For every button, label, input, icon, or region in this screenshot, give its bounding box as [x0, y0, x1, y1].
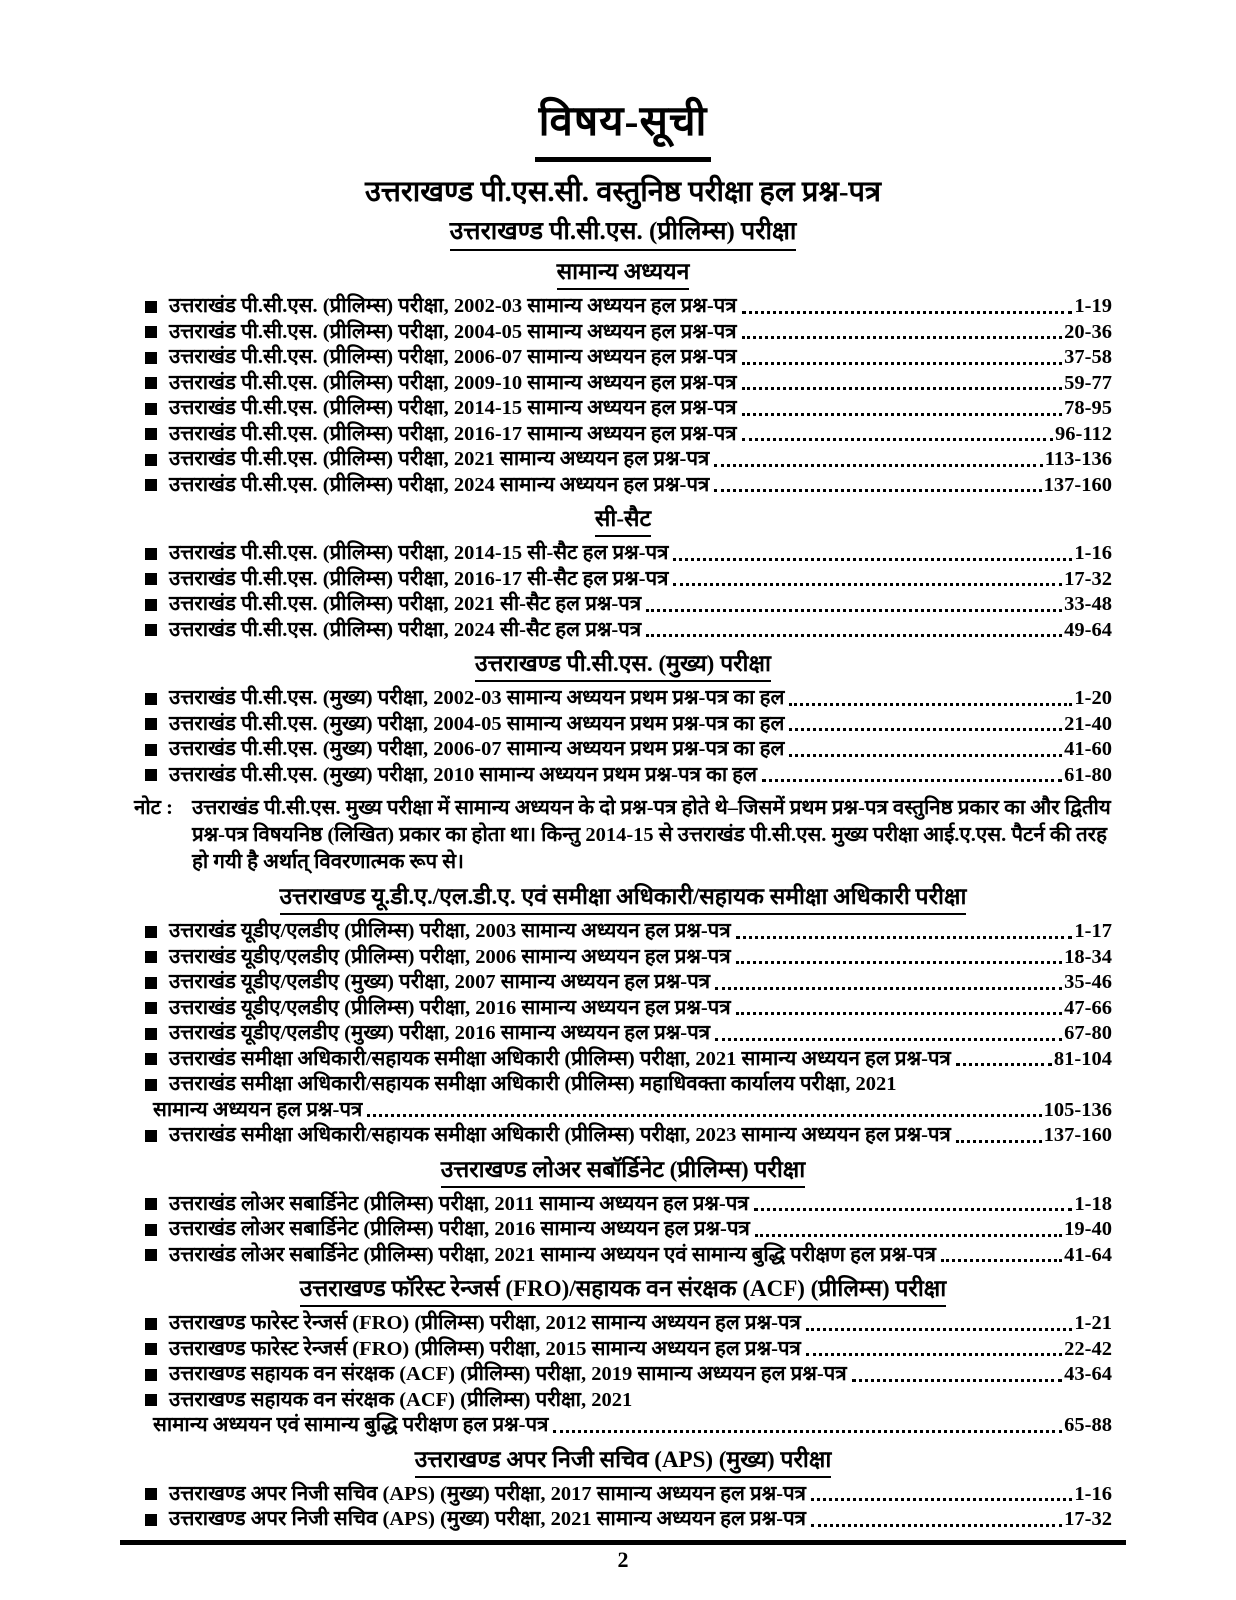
entry-pages: 1-20 — [1074, 687, 1112, 709]
entry-title: उत्तराखंड यूडीए/एलडीए (प्रीलिम्स) परीक्षा, 2006 सामान्य अध्ययन हल प्रश्न-पत्र — [169, 945, 731, 968]
exam-subtitle-wrap — [134, 217, 1112, 251]
entry-title: उत्तराखंड पी.सी.एस. (प्रीलिम्स) परीक्षा, 2002-03 सामान्य अध्ययन हल प्रश्न-पत्र — [169, 295, 737, 317]
dot-leader — [811, 1524, 1062, 1527]
dot-leader — [806, 1328, 1073, 1331]
dot-leader — [941, 1259, 1062, 1262]
entry-title: उत्तराखंड पी.सी.एस. (प्रीलिम्स) परीक्षा, 2021 सामान्य अध्ययन हल प्रश्न-पत्र — [169, 448, 710, 470]
dot-leader — [673, 558, 1072, 561]
bullet-square-icon — [145, 1130, 157, 1142]
entry-title: उत्तराखंड समीक्षा अधिकारी/सहायक समीक्षा अधिकारी (प्रीलिम्स) परीक्षा, 2023 सामान्य अध्ययन हल प्रश्न-पत्र — [169, 1124, 951, 1146]
entry-title: उत्तराखंड पी.सी.एस. (प्रीलिम्स) परीक्षा, 2021 सी-सैट हल प्रश्न-पत्र — [169, 593, 642, 615]
entry-pages: 137-160 — [1043, 1124, 1112, 1146]
entry-title: उत्तराखंड पी.सी.एस. (मुख्य) परीक्षा, 2004-05 सामान्य अध्ययन प्रथम प्रश्न-पत्र का हल — [169, 712, 785, 735]
entry-pages: 17-32 — [1064, 1508, 1112, 1530]
title-block — [134, 96, 1112, 162]
toc-entry — [134, 1311, 1112, 1337]
toc-entry — [134, 1507, 1112, 1533]
dot-leader — [736, 936, 1073, 939]
dot-leader — [754, 1208, 1073, 1211]
dot-leader — [789, 728, 1062, 731]
dot-leader — [956, 1140, 1042, 1143]
toc-section — [134, 257, 1112, 498]
dot-leader — [714, 464, 1043, 467]
entry-title: उत्तराखंड यूडीए/एलडीए (मुख्य) परीक्षा, 2016 सामान्य अध्ययन हल प्रश्न-पत्र — [169, 1022, 711, 1044]
entry-pages: 113-136 — [1044, 448, 1112, 470]
entry-pages: 1-16 — [1074, 542, 1112, 564]
dot-leader — [736, 1012, 1063, 1015]
dot-leader — [715, 1038, 1062, 1041]
section-heading-wrap — [134, 649, 1112, 682]
section-heading: उत्तराखण्ड यू.डी.ए./एल.डी.ए. एवं समीक्षा अधिकारी/सहायक समीक्षा अधिकारी परीक्षा — [280, 882, 967, 915]
entry-pages: 1-16 — [1074, 1482, 1112, 1505]
entry-pages: 37-58 — [1064, 346, 1112, 368]
entry-title: उत्तराखंड पी.सी.एस. (मुख्य) परीक्षा, 2002-03 सामान्य अध्ययन प्रथम प्रश्न-पत्र का हल — [169, 687, 785, 709]
toc-entry — [134, 345, 1112, 371]
toc-entry — [134, 396, 1112, 422]
entry-title: उत्तराखंड पी.सी.एस. (प्रीलिम्स) परीक्षा, 2024 सामान्य अध्ययन हल प्रश्न-पत्र — [169, 473, 710, 496]
bullet-square-icon — [145, 1028, 157, 1040]
entry-title: उत्तराखंड समीक्षा अधिकारी/सहायक समीक्षा अधिकारी (प्रीलिम्स) महाधिवक्ता कार्यालय परीक्षा, 2021 — [169, 1073, 897, 1095]
toc-entry — [134, 1482, 1112, 1508]
entry-title: उत्तराखंड लोअर सबार्डिनेट (प्रीलिम्स) परीक्षा, 2021 सामान्य अध्ययन एवं सामान्य बुद्धि परीक्षण हल प्रश्न-पत्र — [169, 1243, 936, 1266]
entry-pages: 67-80 — [1064, 1022, 1112, 1044]
dot-leader — [806, 1353, 1062, 1356]
dot-leader — [742, 387, 1063, 390]
entry-pages: 137-160 — [1043, 473, 1112, 496]
toc-entry — [134, 737, 1112, 763]
bullet-square-icon — [145, 573, 157, 585]
entry-pages: 81-104 — [1053, 1047, 1112, 1070]
bullet-square-icon — [145, 1079, 157, 1091]
entry-pages: 1-21 — [1074, 1312, 1112, 1334]
toc-entry — [134, 1021, 1112, 1047]
toc-entry — [134, 1362, 1112, 1388]
toc-entry — [134, 1123, 1112, 1149]
entry-title: उत्तराखंड पी.सी.एस. (मुख्य) परीक्षा, 2010 सामान्य अध्ययन प्रथम प्रश्न-पत्र का हल — [169, 763, 758, 786]
bullet-square-icon — [145, 1369, 157, 1381]
entry-pages: 78-95 — [1064, 397, 1112, 419]
entry-pages: 59-77 — [1064, 371, 1112, 394]
toc-entry — [134, 1217, 1112, 1243]
entry-pages: 17-32 — [1064, 567, 1112, 590]
entry-pages: 43-64 — [1064, 1363, 1112, 1385]
dot-leader — [646, 609, 1062, 612]
toc-entry — [134, 1192, 1112, 1218]
entry-pages: 41-64 — [1064, 1243, 1112, 1266]
entry-pages: 1-17 — [1074, 920, 1112, 942]
bullet-square-icon — [145, 428, 157, 440]
bullet-square-icon — [145, 1002, 157, 1014]
bullet-square-icon — [145, 744, 157, 756]
entry-pages: 65-88 — [1064, 1414, 1112, 1436]
toc-entry — [134, 712, 1112, 738]
book-subtitle: उत्तराखण्ड पी.एस.सी. वस्तुनिष्ठ परीक्षा हल प्रश्न-पत्र — [364, 176, 882, 208]
section-heading-wrap — [134, 882, 1112, 915]
section-heading-wrap — [134, 257, 1112, 290]
toc-entry — [134, 996, 1112, 1022]
entry-title: उत्तराखण्ड फारेस्ट रेन्जर्स (FRO) (प्रीलिम्स) परीक्षा, 2015 सामान्य अध्ययन हल प्रश्न-पत्र — [169, 1337, 801, 1360]
bullet-square-icon — [145, 1394, 157, 1406]
entry-title: उत्तराखण्ड अपर निजी सचिव (APS) (मुख्य) परीक्षा, 2017 सामान्य अध्ययन हल प्रश्न-पत्र — [169, 1482, 806, 1505]
toc-section — [134, 1445, 1112, 1533]
bullet-square-icon — [145, 548, 157, 560]
page-number: 2 — [617, 1546, 629, 1572]
bullet-square-icon — [145, 326, 157, 338]
dot-leader — [553, 1430, 1062, 1433]
entry-pages: 18-34 — [1064, 945, 1112, 968]
entry-pages: 61-80 — [1064, 763, 1112, 786]
section-heading: उत्तराखण्ड पी.सी.एस. (मुख्य) परीक्षा — [475, 649, 771, 682]
entry-pages: 35-46 — [1064, 971, 1112, 993]
dot-leader — [714, 489, 1041, 492]
bullet-square-icon — [145, 1224, 157, 1236]
toc-entry — [134, 1072, 1112, 1098]
toc-entry — [134, 1388, 1112, 1414]
bullet-square-icon — [145, 377, 157, 389]
bullet-square-icon — [145, 1249, 157, 1261]
toc-section — [134, 1274, 1112, 1439]
entry-title: सामान्य अध्ययन एवं सामान्य बुद्धि परीक्षण हल प्रश्न-पत्र — [153, 1414, 549, 1436]
entry-pages: 33-48 — [1064, 593, 1112, 615]
dot-leader — [811, 1498, 1072, 1501]
toc-entry — [134, 1337, 1112, 1363]
bullet-square-icon — [145, 1198, 157, 1210]
toc-entry — [134, 422, 1112, 448]
bullet-square-icon — [145, 454, 157, 466]
page-title: विषय-सूची — [535, 96, 712, 162]
entry-title: उत्तराखंड पी.सी.एस. (प्रीलिम्स) परीक्षा, 2009-10 सामान्य अध्ययन हल प्रश्न-पत्र — [169, 371, 737, 394]
toc-entry — [134, 1243, 1112, 1269]
dot-leader — [742, 336, 1063, 339]
entry-title: उत्तराखंड पी.सी.एस. (प्रीलिम्स) परीक्षा, 2006-07 सामान्य अध्ययन हल प्रश्न-पत्र — [169, 346, 737, 368]
entry-title: उत्तराखंड यूडीए/एलडीए (प्रीलिम्स) परीक्षा, 2003 सामान्य अध्ययन हल प्रश्न-पत्र — [169, 920, 731, 942]
toc-section — [134, 882, 1112, 1149]
entry-title: उत्तराखंड पी.सी.एस. (मुख्य) परीक्षा, 2006-07 सामान्य अध्ययन प्रथम प्रश्न-पत्र का हल — [169, 738, 785, 760]
note-label: नोट : — [134, 797, 173, 819]
section-heading-wrap — [134, 504, 1112, 537]
toc-section — [134, 649, 1112, 788]
dot-leader — [367, 1114, 1041, 1117]
toc-entry — [134, 618, 1112, 644]
toc-sections — [134, 257, 1112, 1533]
entry-pages: 49-64 — [1064, 618, 1112, 641]
toc-entry — [134, 1098, 1112, 1124]
bullet-square-icon — [145, 1053, 157, 1065]
entry-title: उत्तराखंड लोअर सबार्डिनेट (प्रीलिम्स) परीक्षा, 2016 सामान्य अध्ययन हल प्रश्न-पत्र — [169, 1218, 750, 1240]
dot-leader — [742, 413, 1063, 416]
bullet-square-icon — [145, 951, 157, 963]
dot-leader — [736, 961, 1063, 964]
dot-leader — [755, 1234, 1062, 1237]
section-heading: उत्तराखण्ड अपर निजी सचिव (APS) (मुख्य) परीक्षा — [415, 1445, 832, 1478]
bullet-square-icon — [145, 769, 157, 781]
toc-entry — [134, 541, 1112, 567]
entry-title: उत्तराखण्ड सहायक वन संरक्षक (ACF) (प्रीलिम्स) परीक्षा, 2019 सामान्य अध्ययन हल प्रश्न-पत्र — [169, 1363, 847, 1385]
entry-title: उत्तराखंड पी.सी.एस. (प्रीलिम्स) परीक्षा, 2004-05 सामान्य अध्ययन हल प्रश्न-पत्र — [169, 320, 737, 343]
entry-title: उत्तराखंड यूडीए/एलडीए (प्रीलिम्स) परीक्षा, 2016 सामान्य अध्ययन हल प्रश्न-पत्र — [169, 996, 731, 1019]
dot-leader — [852, 1379, 1063, 1382]
entry-title: उत्तराखण्ड सहायक वन संरक्षक (ACF) (प्रीलिम्स) परीक्षा, 2021 — [169, 1388, 633, 1411]
entry-title: उत्तराखंड समीक्षा अधिकारी/सहायक समीक्षा अधिकारी (प्रीलिम्स) परीक्षा, 2021 सामान्य अध्ययन हल प्रश्न-पत्र — [169, 1047, 951, 1070]
section-heading: सी-सैट — [595, 504, 651, 537]
entry-title: उत्तराखंड पी.सी.एस. (प्रीलिम्स) परीक्षा, 2014-15 सामान्य अध्ययन हल प्रश्न-पत्र — [169, 397, 737, 419]
section-heading-wrap — [134, 1445, 1112, 1478]
entry-pages: 20-36 — [1064, 320, 1112, 343]
dot-leader — [789, 703, 1072, 706]
dot-leader — [742, 311, 1073, 314]
toc-entry — [134, 473, 1112, 499]
entry-pages: 1-19 — [1074, 295, 1112, 317]
bullet-square-icon — [145, 1514, 157, 1526]
toc-entry — [134, 371, 1112, 397]
bullet-square-icon — [145, 624, 157, 636]
bullet-square-icon — [145, 599, 157, 611]
dot-leader — [673, 583, 1062, 586]
bullet-square-icon — [145, 977, 157, 989]
toc-entry — [134, 1413, 1112, 1439]
dot-leader — [742, 438, 1053, 441]
note-block — [134, 795, 1112, 876]
toc-entry — [134, 686, 1112, 712]
section-heading-wrap — [134, 1274, 1112, 1307]
exam-subtitle: उत्तराखण्ड पी.सी.एस. (प्रीलिम्स) परीक्षा — [450, 217, 797, 251]
section-heading: सामान्य अध्ययन — [557, 257, 690, 290]
entry-pages: 1-18 — [1074, 1192, 1112, 1215]
dot-leader — [762, 779, 1062, 782]
toc-entry — [134, 970, 1112, 996]
toc-entry — [134, 592, 1112, 618]
bullet-square-icon — [145, 1318, 157, 1330]
note-text: उत्तराखंड पी.सी.एस. मुख्य परीक्षा में सामान्य अध्ययन के दो प्रश्न-पत्र होते थे–जिसमें प्रथम प्रश्न-पत्र वस्तुनिष्ठ प्रकार का और द्वितीय प्रश्न-पत्र विषयनिष्ठ (लिखित) प्रकार का होता था। किन्तु 2014-15 से उत्तराखंड पी.सी.एस. मुख्य परीक्षा आई.ए.एस. पैटर्न की तरह हो गयी है अर्थात् विवरणात्मक रूप से। — [192, 797, 1111, 873]
entry-pages: 41-60 — [1064, 738, 1112, 760]
entry-pages: 105-136 — [1043, 1098, 1112, 1121]
entry-title: सामान्य अध्ययन हल प्रश्न-पत्र — [153, 1098, 363, 1121]
entry-title: उत्तराखंड पी.सी.एस. (प्रीलिम्स) परीक्षा, 2024 सी-सैट हल प्रश्न-पत्र — [169, 618, 642, 641]
entry-pages: 21-40 — [1064, 712, 1112, 735]
toc-section — [134, 504, 1112, 643]
entry-pages: 22-42 — [1064, 1337, 1112, 1360]
dot-leader — [956, 1063, 1052, 1066]
bullet-square-icon — [145, 403, 157, 415]
entry-title: उत्तराखंड पी.सी.एस. (प्रीलिम्स) परीक्षा, 2016-17 सी-सैट हल प्रश्न-पत्र — [169, 567, 669, 590]
entry-title: उत्तराखण्ड अपर निजी सचिव (APS) (मुख्य) परीक्षा, 2021 सामान्य अध्ययन हल प्रश्न-पत्र — [169, 1508, 806, 1530]
entry-pages: 96-112 — [1055, 422, 1112, 445]
bullet-square-icon — [145, 352, 157, 364]
dot-leader — [646, 634, 1062, 637]
toc-section — [134, 1155, 1112, 1269]
bullet-square-icon — [145, 479, 157, 491]
bullet-square-icon — [145, 1488, 157, 1500]
bullet-square-icon — [145, 718, 157, 730]
bullet-square-icon — [145, 301, 157, 313]
bullet-square-icon — [145, 1343, 157, 1355]
entry-title: उत्तराखंड पी.सी.एस. (प्रीलिम्स) परीक्षा, 2014-15 सी-सैट हल प्रश्न-पत्र — [169, 542, 669, 564]
dot-leader — [789, 754, 1062, 757]
entry-title: उत्तराखंड यूडीए/एलडीए (मुख्य) परीक्षा, 2007 सामान्य अध्ययन हल प्रश्न-पत्र — [169, 971, 711, 993]
toc-entry — [134, 447, 1112, 473]
section-heading-wrap — [134, 1155, 1112, 1188]
dot-leader — [742, 362, 1063, 365]
toc-entry — [134, 945, 1112, 971]
section-heading: उत्तराखण्ड लोअर सबॉर्डिनेट (प्रीलिम्स) परीक्षा — [441, 1155, 806, 1188]
dot-leader — [715, 987, 1062, 990]
toc-entry — [134, 320, 1112, 346]
entry-pages: 19-40 — [1064, 1218, 1112, 1240]
bullet-square-icon — [145, 926, 157, 938]
bullet-square-icon — [145, 693, 157, 705]
page-footer — [134, 1540, 1112, 1575]
toc-entry — [134, 763, 1112, 789]
entry-title: उत्तराखंड लोअर सबार्डिनेट (प्रीलिम्स) परीक्षा, 2011 सामान्य अध्ययन हल प्रश्न-पत्र — [169, 1192, 749, 1215]
toc-entry — [134, 919, 1112, 945]
section-heading: उत्तराखण्ड फॉरेस्ट रेन्जर्स (FRO)/सहायक वन संरक्षक (ACF) (प्रीलिम्स) परीक्षा — [300, 1274, 946, 1307]
entry-title: उत्तराखण्ड फारेस्ट रेन्जर्स (FRO) (प्रीलिम्स) परीक्षा, 2012 सामान्य अध्ययन हल प्रश्न-पत्र — [169, 1312, 801, 1334]
entry-title: उत्तराखंड पी.सी.एस. (प्रीलिम्स) परीक्षा, 2016-17 सामान्य अध्ययन हल प्रश्न-पत्र — [169, 422, 737, 445]
entry-pages: 47-66 — [1064, 996, 1112, 1019]
toc-entry — [134, 567, 1112, 593]
toc-entry — [134, 1047, 1112, 1073]
toc-entry — [134, 294, 1112, 320]
